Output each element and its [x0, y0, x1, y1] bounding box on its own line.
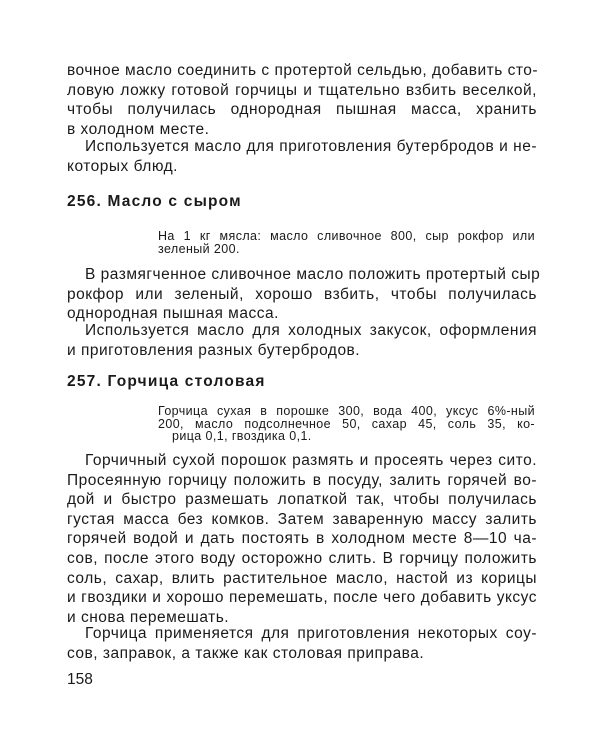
recipe-256-usage — [67, 321, 537, 360]
text-line: Используется масло для холодных закусок, оформления — [85, 322, 537, 339]
recipe-257-usage — [67, 624, 537, 663]
text-line: густая масса без комков. Затем заваренную массу залить — [67, 510, 537, 528]
recipe-256-title: 256. Масло с сыром — [67, 193, 242, 210]
recipe-256-ingredients — [158, 230, 535, 255]
text-line: сов, после этого воду осторожно слить. В горчицу положить — [67, 549, 537, 567]
intro-usage-paragraph — [67, 137, 537, 176]
ingredients-line: зеленый 200. — [158, 241, 240, 256]
text-line: ловую ложку готовой горчицы и тщательно взбить веселкой, — [67, 81, 537, 99]
text-line: соль, сахар, влить растительное масло, настой из корицы — [67, 569, 537, 587]
text-line: и приготовления разных бутербродов. — [67, 341, 361, 359]
text-line: однородная пышная масса. — [67, 305, 279, 323]
text-line: и снова перемешать. — [67, 608, 230, 626]
text-line: дой и быстро размешать лопаткой так, чтобы получилась — [67, 491, 537, 509]
ingredients-line: На 1 кг мясла: масло сливочное 800, сыр рокфор или — [158, 229, 535, 243]
recipe-257-title: 257. Горчица столовая — [67, 373, 266, 390]
text-line: горячей водой и дать постоять в холодном месте 8—10 ча- — [67, 530, 537, 548]
text-line: и гвоздики и хорошо перемешать, после чего добавить уксус — [67, 589, 537, 607]
text-line: сов, заправок, а также как столовая приправа. — [67, 644, 425, 662]
recipe-257-ingredients — [158, 405, 535, 443]
text-line: вочное масло соединить с протертой сельдью, добавить сто- — [67, 62, 539, 79]
text-line: Горчичный сухой порошок размять и просеять через сито. — [85, 452, 537, 469]
text-line: рокфор или зеленый, хорошо взбить, чтобы получилась — [67, 285, 537, 303]
ingredients-line: рица 0,1, гвоздика 0,1. — [172, 429, 312, 443]
intro-paragraph — [67, 61, 537, 139]
ingredients-line: 200, масло подсолнечное 50, сахар 45, соль 35, ко- — [158, 416, 535, 431]
text-line: которых блюд. — [67, 157, 178, 175]
text-line: чтобы получилась однородная пышная масса, хранить — [67, 101, 537, 119]
recipe-256-method — [67, 265, 541, 324]
ingredients-line: Горчица сухая в порошке 300, вода 400, уксус 6%-ный — [158, 404, 535, 418]
text-line: Просеянную горчицу положить в посуду, залить горячей во- — [67, 471, 537, 489]
page-number: 158 — [67, 671, 93, 688]
text-line: Горчица применяется для приготовления некоторых соу- — [85, 625, 537, 642]
recipe-257-method — [67, 451, 537, 627]
text-line: В размягченное сливочное масло положить протертый сыр — [85, 266, 541, 283]
text-line: Используется масло для приготовления бутербродов и не- — [85, 138, 537, 155]
text-line: в холодном месте. — [67, 120, 210, 138]
